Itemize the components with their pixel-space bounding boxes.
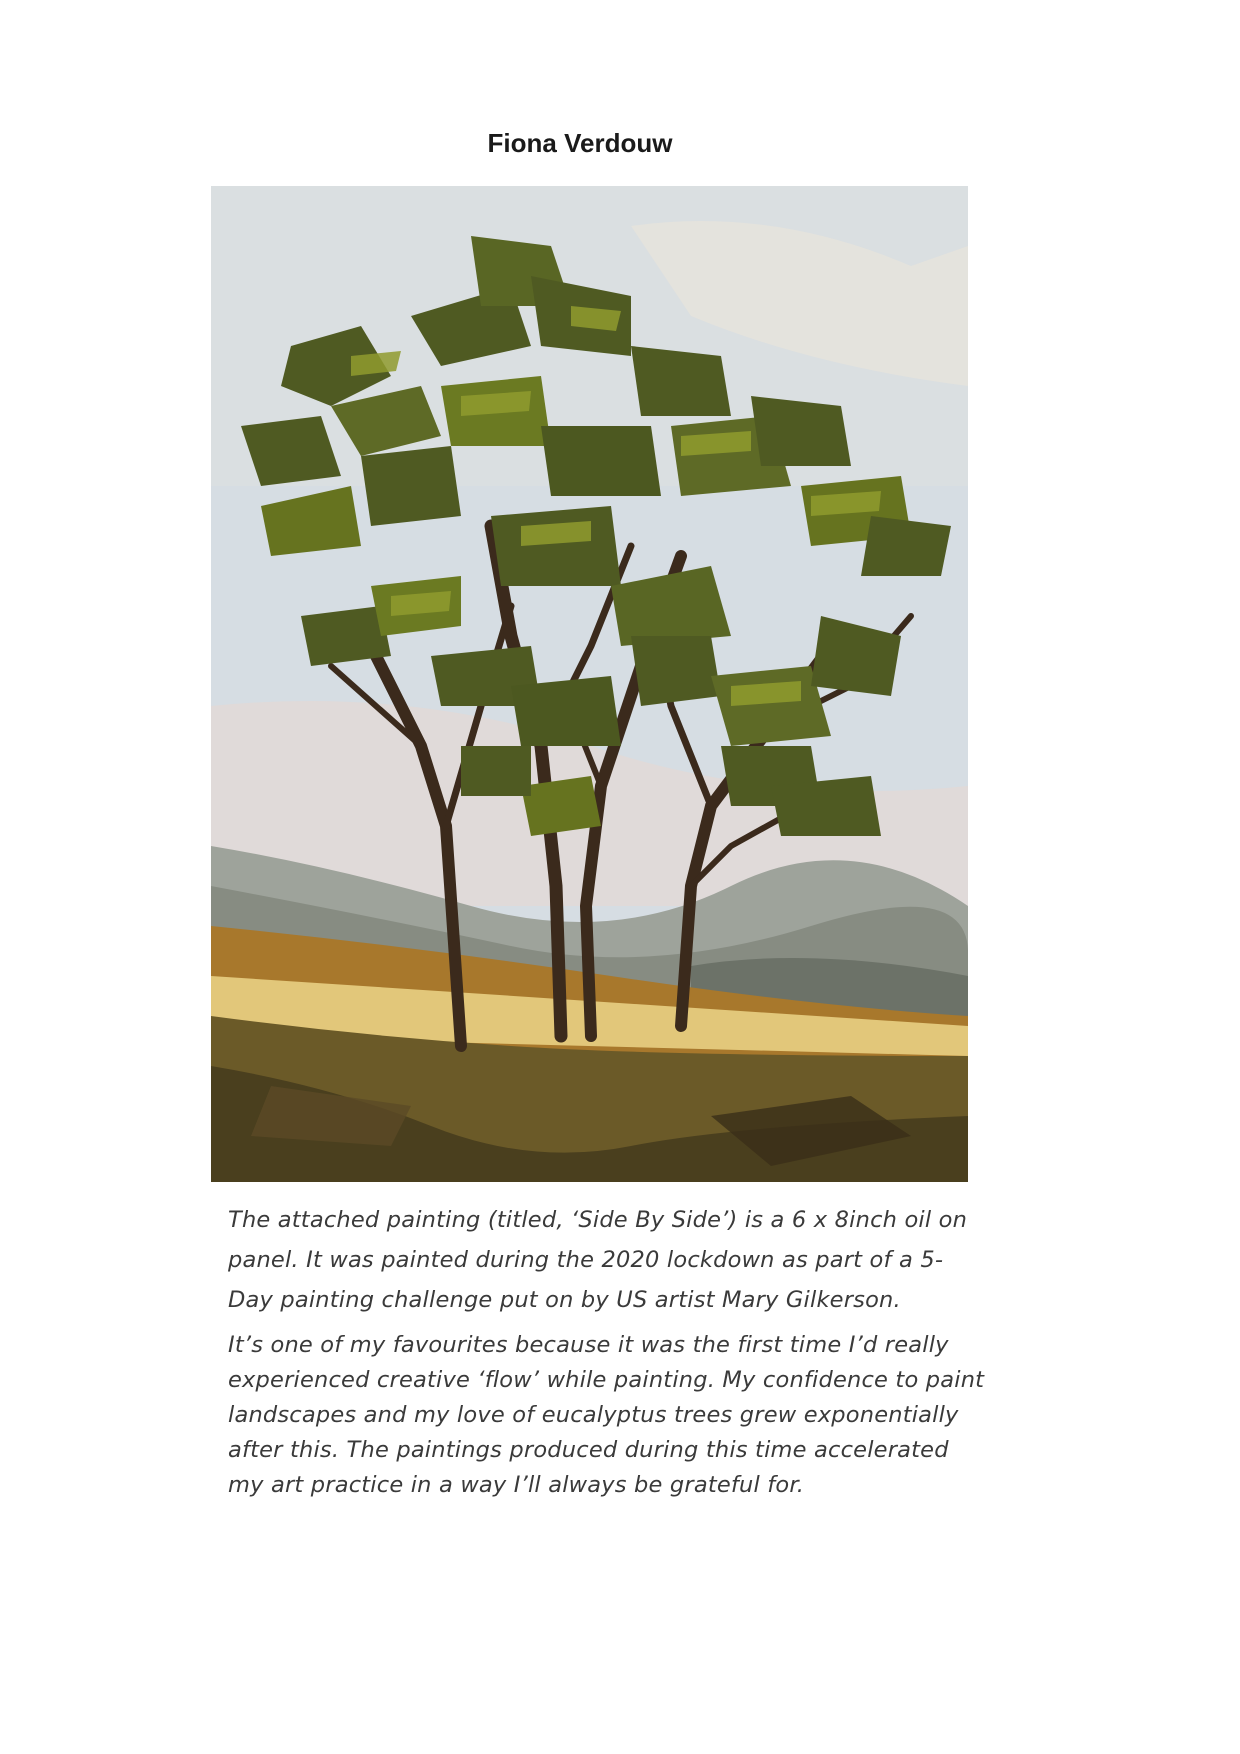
side-by-side-painting (211, 186, 968, 1182)
page-title: Fiona Verdouw (487, 128, 673, 158)
artist-reflection-paragraph: It’s one of my favourites because it was the first time I’d really experienced creative ‘flow’ while painting. My confidence to paint landscapes and my love of eucalyptus trees grew exponentially after this. The paintings produced during this time accelerated my art practice in a way I’ll always be grateful for. (228, 1332, 985, 1498)
painting-description-paragraph: The attached painting (titled, ‘Side By Side’) is a 6 x 8inch oil on panel. It was painted during the 2020 lockdown as part of a 5-Day painting challenge put on by US artist Mary Gilkerson. (228, 1207, 968, 1313)
painting-illustration (211, 186, 968, 1182)
